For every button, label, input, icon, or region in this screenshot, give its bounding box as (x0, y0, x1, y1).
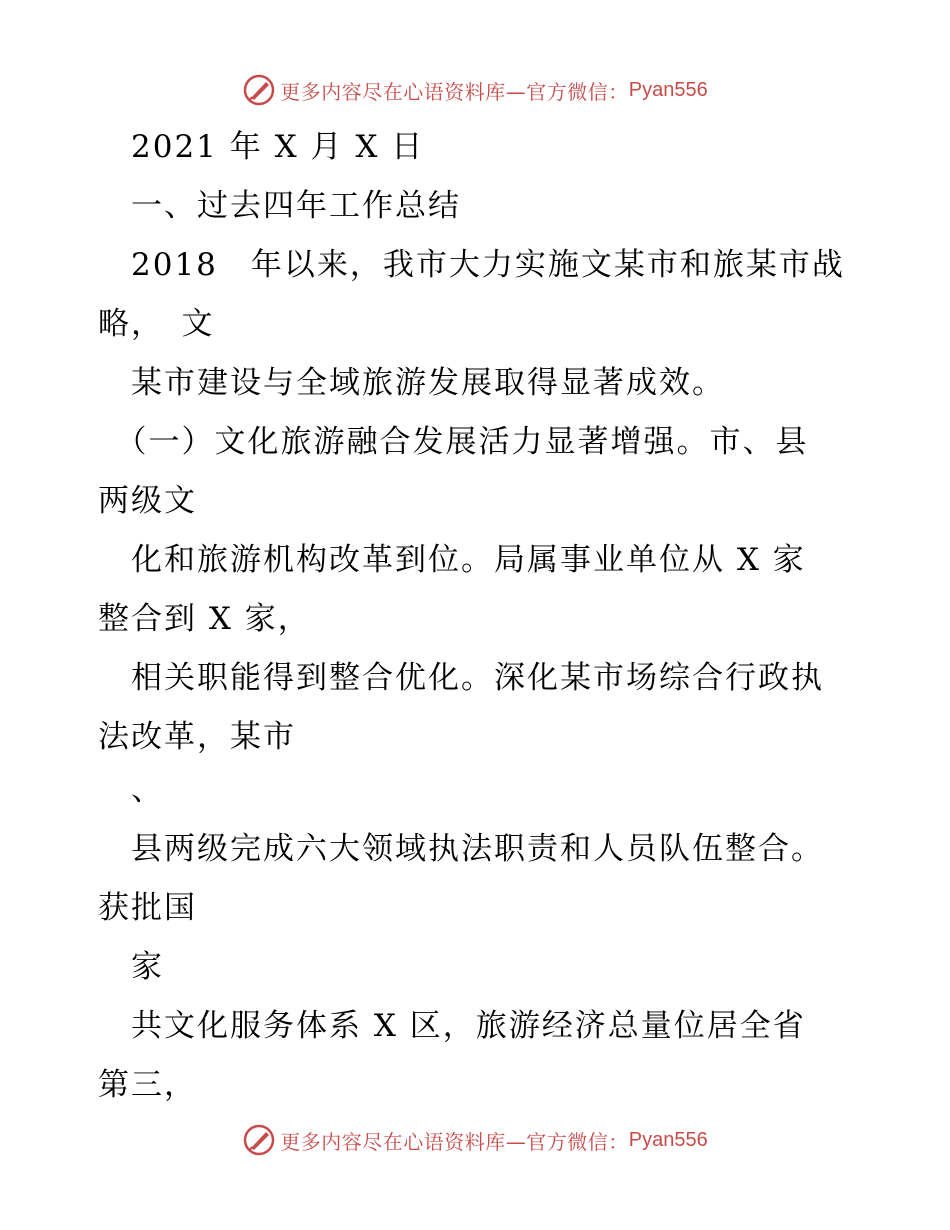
watermark-footer (0, 1118, 950, 1162)
text-line: 法改革，某市 (98, 719, 296, 755)
watermark-id: Pyan556 (628, 1128, 708, 1151)
text-line: 2021 年 X 月 X 日 (98, 129, 425, 165)
text-line: （一）文化旅游融合发展活力显著增强。市、县 (98, 424, 809, 460)
text-line: 化和旅游机构改革到位。局属事业单位从 X 家 (98, 542, 806, 578)
text-line: 、 (98, 772, 164, 808)
text-line: 相关职能得到整合优化。深化某市场综合行政执 (98, 660, 824, 696)
text-line: 某市建设与全域旅游发展取得显著成效。 (98, 365, 725, 401)
watermark-header (0, 68, 950, 112)
watermark-text: 更多内容尽在心语资料库—官方微信： (280, 79, 629, 104)
text-line: 家 (98, 949, 164, 985)
quill-logo-icon (242, 1123, 276, 1157)
text-line: 两级文 (98, 483, 197, 519)
quill-logo-icon (242, 73, 276, 107)
text-line: 一、过去四年工作总结 (98, 188, 461, 224)
text-line: 略， 文 (98, 306, 215, 342)
text-line: 2018 年以来，我市大力实施文某市和旅某市战 (98, 247, 845, 283)
text-line: 获批国 (98, 890, 197, 926)
watermark-text: 更多内容尽在心语资料库—官方微信： (280, 1129, 629, 1154)
text-line: 第三， (98, 1067, 197, 1103)
text-line: 县两级完成六大领域执法职责和人员队伍整合。 (98, 831, 824, 867)
text-line: 共文化服务体系 X 区，旅游经济总量位居全省 (98, 1008, 806, 1044)
watermark-id: Pyan556 (628, 78, 708, 101)
text-line: 整合到 X 家， (98, 601, 311, 637)
